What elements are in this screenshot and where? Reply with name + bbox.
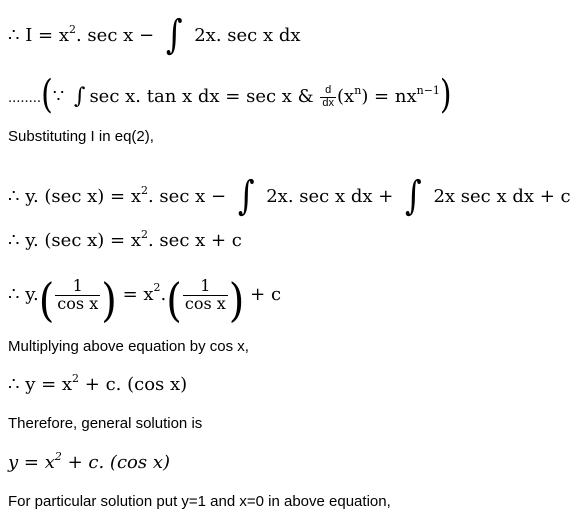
equation-line-2	[8, 72, 452, 119]
therefore-symbol: ∴	[8, 230, 20, 251]
eq-text: 2x. sec x dx	[194, 25, 301, 46]
denominator: cos x	[184, 293, 226, 313]
integral-sign: ∫	[73, 84, 86, 109]
therefore-symbol: ∴	[8, 284, 20, 305]
therefore-symbol: ∴	[8, 374, 20, 395]
equation-line-5	[8, 228, 242, 251]
denominator: cos x	[57, 293, 99, 313]
eq-text: . sec x −	[147, 186, 227, 207]
fraction	[55, 275, 100, 313]
text-particular-solution: For particular solution put y=1 and x=0 in above equation,	[8, 493, 391, 510]
exponent: 2	[140, 228, 148, 241]
exponent: n	[354, 84, 362, 97]
eq-text: . sec x + c	[147, 230, 242, 251]
because-symbol: ∵	[52, 86, 65, 107]
close-paren: )	[439, 72, 452, 119]
numerator: 1	[200, 275, 211, 295]
open-paren: (	[41, 72, 53, 119]
text-substituting: Substituting I in eq(2),	[8, 128, 154, 145]
exponent: 2	[68, 23, 76, 36]
eq-text: . sec x −	[75, 25, 155, 46]
derivative-dx: dx	[322, 96, 335, 109]
open-paren: (	[38, 274, 55, 328]
eq-text: + c. (cos x)	[67, 452, 170, 473]
eq-text: + c	[250, 284, 282, 305]
integral-sign: ∫	[165, 10, 183, 58]
therefore-symbol: ∴	[8, 186, 20, 207]
close-paren: )	[101, 274, 117, 328]
exponent: 2	[140, 184, 148, 197]
dots: ........	[8, 91, 42, 106]
eq-text: + c. (cos x)	[84, 374, 188, 395]
equation-line-1	[8, 10, 301, 58]
eq-text: y = x	[8, 452, 55, 473]
exponent: 2	[153, 280, 161, 294]
exponent: 2	[54, 450, 62, 463]
exponent: n−1	[416, 84, 440, 97]
eq-text: y. (sec x) = x	[25, 230, 141, 251]
text-general-solution: Therefore, general solution is	[8, 415, 203, 432]
derivative-d: d	[325, 83, 332, 96]
eq-text: sec x. tan x dx = sec x &	[89, 86, 314, 107]
fraction	[183, 275, 228, 313]
equation-line-4	[8, 171, 571, 219]
general-solution-equation	[8, 450, 170, 473]
exponent: 2	[72, 372, 80, 385]
derivative-fraction	[320, 85, 336, 109]
close-paren: )	[228, 274, 245, 328]
eq-text: 2x. sec x dx +	[266, 186, 394, 207]
open-paren: (	[166, 274, 182, 328]
integral-sign: ∫	[405, 171, 422, 219]
text-multiplying: Multiplying above equation by cos x,	[8, 338, 249, 355]
eq-text: y = x	[25, 374, 73, 395]
equation-line-8	[8, 372, 188, 395]
eq-text: .	[160, 284, 167, 305]
therefore-symbol: ∴	[8, 25, 20, 46]
eq-text: 2x sec x dx + c	[433, 186, 571, 207]
eq-text: = x	[122, 284, 154, 305]
eq-text: I = x	[25, 25, 69, 46]
eq-text: ) = nx	[361, 86, 417, 107]
equation-line-6	[8, 270, 282, 328]
eq-text: y.	[25, 284, 39, 305]
eq-text: y. (sec x) = x	[25, 186, 141, 207]
integral-sign: ∫	[237, 171, 255, 219]
eq-text: (x	[337, 86, 355, 107]
numerator: 1	[72, 275, 83, 295]
